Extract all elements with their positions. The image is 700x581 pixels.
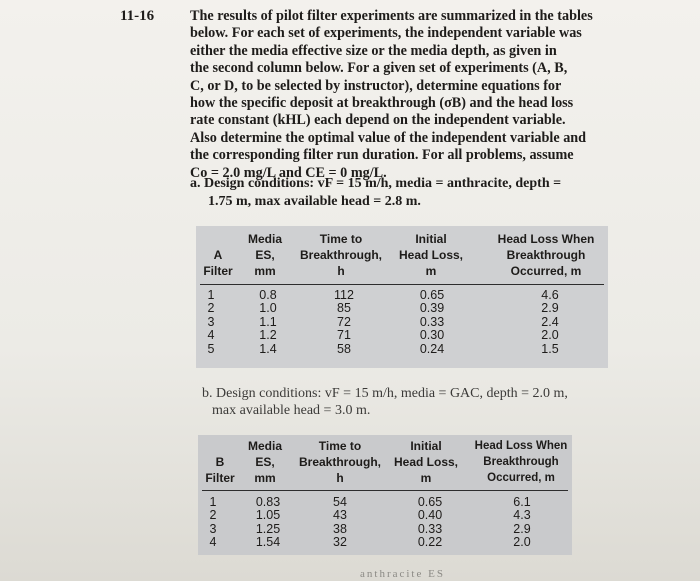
table-cell: 2.9 xyxy=(541,301,559,316)
table-cell: 58 xyxy=(337,341,351,356)
column-filter xyxy=(202,496,224,550)
table-cell: 2.0 xyxy=(513,535,531,550)
header-text: Occurred, m xyxy=(487,472,555,484)
header-filter xyxy=(200,454,240,486)
table-cell: 0.33 xyxy=(417,521,443,536)
header-text: m xyxy=(420,471,432,485)
table-cell: 4 xyxy=(207,328,215,343)
header-text: B xyxy=(215,455,225,469)
table-cell: 0.22 xyxy=(417,535,443,550)
problem-line: rate constant (kHL) each depend on the independent variable. xyxy=(190,112,566,129)
table-a xyxy=(196,226,608,368)
table-cell: 1.4 xyxy=(259,341,277,356)
header-text: Breakthrough xyxy=(506,248,586,262)
table-cell: 112 xyxy=(334,288,354,302)
header-text: Occurred, m xyxy=(510,264,582,278)
header-text: Time to xyxy=(318,439,362,453)
header-filter xyxy=(198,247,238,279)
header-time xyxy=(294,231,388,279)
part-b-line-2: max available head = 3.0 m. xyxy=(212,403,371,418)
column-initial xyxy=(410,496,450,550)
header-text: Head Loss When xyxy=(474,440,568,452)
problem-line: either the media effective size or the media depth, as given in xyxy=(190,42,557,59)
table-cell: 4.6 xyxy=(541,288,559,302)
cut-off-text: anthracite ES xyxy=(360,568,445,580)
table-cell: 1.2 xyxy=(259,328,277,343)
column-initial xyxy=(412,289,452,356)
problem-statement xyxy=(190,8,600,182)
header-text: Media xyxy=(247,439,282,453)
header-final xyxy=(470,438,572,486)
header-rule xyxy=(202,490,568,491)
header-text: mm xyxy=(254,471,276,485)
header-initial xyxy=(388,438,464,486)
table-cell: 43 xyxy=(333,508,347,523)
header-rule xyxy=(200,284,604,285)
table-cell: 85 xyxy=(337,301,351,316)
header-text: m xyxy=(425,264,437,278)
table-cell: 2 xyxy=(207,301,215,316)
header-text: Initial xyxy=(415,232,447,246)
header-text: Breakthrough, xyxy=(299,248,382,262)
table-cell: 1.05 xyxy=(255,508,281,523)
header-text: Breakthrough, xyxy=(298,455,381,469)
table-cell: 4 xyxy=(209,535,217,550)
table-cell: 2.0 xyxy=(541,328,559,343)
column-filter xyxy=(200,289,222,356)
table-cell: 5 xyxy=(207,341,215,356)
column-time xyxy=(320,496,360,550)
table-cell: 0.83 xyxy=(255,495,281,509)
table-cell: 32 xyxy=(333,535,347,550)
table-cell: 2 xyxy=(209,508,217,523)
problem-line: the second column below. For a given set of experiments (A, B, xyxy=(190,60,568,77)
header-initial xyxy=(392,231,470,279)
problem-line: C, or D, to be selected by instructor), determine equations for xyxy=(190,77,562,94)
problem-line: Co = 2.0 mg/L and CE = 0 mg/L. xyxy=(190,164,387,181)
column-media-es xyxy=(248,289,288,356)
part-a-line-2: 1.75 m, max available head = 2.8 m. xyxy=(208,193,421,209)
table-cell: 1.54 xyxy=(255,535,281,550)
table-cell: 0.65 xyxy=(419,288,445,302)
table-cell: 2.9 xyxy=(513,521,531,536)
problem-line: Also determine the optimal value of the independent variable and xyxy=(190,129,587,146)
header-text: ES, xyxy=(255,248,275,262)
column-final xyxy=(502,496,542,550)
table-cell: 0.33 xyxy=(419,314,445,329)
table-cell: 2.4 xyxy=(541,314,559,329)
table-cell: 6.1 xyxy=(513,495,531,509)
table-cell: 1.1 xyxy=(259,314,277,329)
header-text: Initial xyxy=(410,439,442,453)
header-text: ES, xyxy=(255,455,275,469)
problem-line: below. For each set of experiments, the independent variable was xyxy=(190,25,582,42)
part-a-line-1: a. Design conditions: vF = 15 m/h, media = anthracite, depth = xyxy=(190,176,562,191)
problem-number: 11-16 xyxy=(120,8,155,24)
table-cell: 4.3 xyxy=(513,508,531,523)
header-text: Media xyxy=(247,232,282,246)
column-final xyxy=(530,289,570,356)
header-text: Filter xyxy=(203,264,233,278)
header-text: Time to xyxy=(319,232,363,246)
table-cell: 54 xyxy=(333,495,347,509)
header-media-es xyxy=(240,231,290,279)
header-text: Head Loss When xyxy=(497,232,595,246)
header-text: h xyxy=(337,264,345,278)
table-cell: 0.65 xyxy=(417,495,443,509)
table-cell: 71 xyxy=(337,328,351,343)
table-cell: 0.30 xyxy=(419,328,445,343)
table-cell: 0.39 xyxy=(419,301,445,316)
table-cell: 3 xyxy=(207,314,215,329)
part-b-line-1: b. Design conditions: vF = 15 m/h, media = GAC, depth = 2.0 m, xyxy=(202,386,568,401)
table-cell: 0.40 xyxy=(417,508,443,523)
header-time xyxy=(294,438,386,486)
header-final xyxy=(486,231,606,279)
problem-line: The results of pilot filter experiments are summarized in the tables xyxy=(190,8,593,24)
part-b-conditions xyxy=(202,385,622,419)
table-cell: 1 xyxy=(207,288,215,302)
table-cell: 3 xyxy=(209,521,217,536)
header-text: Filter xyxy=(205,471,235,485)
table-cell: 0.24 xyxy=(419,341,445,356)
header-media-es xyxy=(240,438,290,486)
header-text: Breakthrough xyxy=(483,456,559,468)
part-a-conditions xyxy=(190,175,610,210)
problem-line: how the specific deposit at breakthrough (σB) and the head loss xyxy=(190,95,574,112)
header-text: mm xyxy=(254,264,276,278)
header-text: h xyxy=(336,471,344,485)
table-cell: 38 xyxy=(333,521,347,536)
table-cell: 72 xyxy=(337,314,351,329)
table-cell: 1.5 xyxy=(541,341,559,356)
header-text: Head Loss, xyxy=(398,248,464,262)
problem-line: the corresponding filter run duration. For all problems, assume xyxy=(190,147,574,164)
table-b xyxy=(198,435,572,555)
column-time xyxy=(324,289,364,356)
table-cell: 0.8 xyxy=(259,288,277,302)
header-text: Head Loss, xyxy=(393,455,459,469)
header-text: A xyxy=(213,248,223,262)
table-cell: 1.0 xyxy=(259,301,277,316)
column-media-es xyxy=(248,496,288,550)
table-cell: 1 xyxy=(209,495,217,509)
table-cell: 1.25 xyxy=(255,521,281,536)
